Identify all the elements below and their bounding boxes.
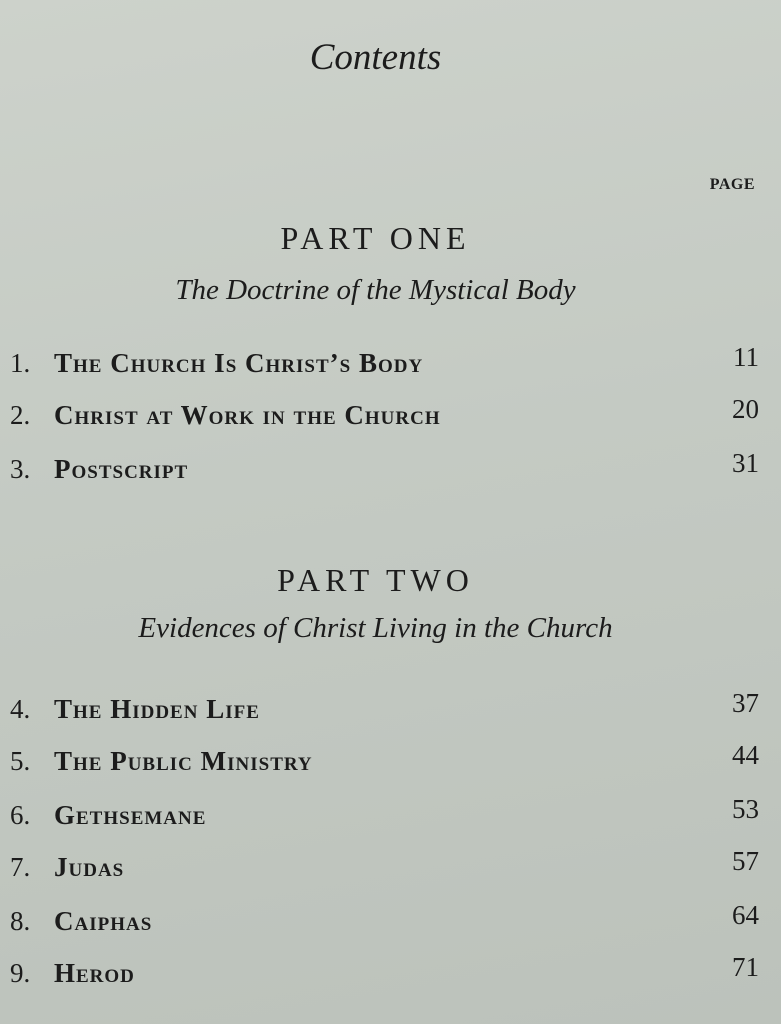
entry-number: 9. (10, 958, 31, 988)
entry-number: 6. (10, 800, 31, 830)
entry-number: 4. (10, 694, 31, 724)
entry-number: 5. (10, 746, 31, 776)
toc-entry-5[interactable] (10, 740, 759, 786)
entry-page: 31 (732, 448, 759, 478)
part-one-subtitle: The Doctrine of the Mystical Body (175, 274, 576, 306)
entry-number: 1. (10, 348, 31, 378)
toc-entry-2[interactable] (10, 394, 759, 440)
entry-title: Herod (54, 958, 135, 988)
toc-entry-9[interactable] (10, 952, 759, 998)
entry-number: 2. (10, 400, 31, 430)
entry-title: Judas (54, 852, 125, 882)
entry-title: The Church Is Christ’s Body (54, 348, 424, 378)
entry-title: Christ at Work in the Church (54, 400, 441, 430)
entry-title: The Hidden Life (54, 694, 260, 724)
entry-page: 11 (733, 342, 759, 372)
entry-page: 44 (732, 740, 759, 770)
entry-number: 3. (10, 454, 31, 484)
toc-entry-3[interactable] (10, 448, 759, 494)
entry-page: 71 (732, 952, 759, 982)
entry-number: 7. (10, 852, 31, 882)
entry-page: 64 (732, 900, 759, 930)
part-two-subtitle: Evidences of Christ Living in the Church (138, 612, 613, 644)
page-column-label: PAGE (709, 176, 755, 193)
part-one-heading: PART ONE (280, 220, 471, 256)
toc-entry-1[interactable] (10, 342, 759, 388)
toc-entry-6[interactable] (10, 794, 759, 840)
entry-page: 20 (732, 394, 759, 424)
entry-number: 8. (10, 906, 31, 936)
part-two-heading: PART TWO (277, 562, 474, 598)
entry-title: Gethsemane (54, 800, 207, 830)
toc-entry-7[interactable] (10, 846, 759, 892)
entry-title: Postscript (54, 454, 189, 484)
entry-title: The Public Ministry (54, 746, 313, 776)
entry-page: 37 (732, 688, 759, 718)
entry-title: Caiphas (54, 906, 153, 936)
toc-entry-8[interactable] (10, 900, 759, 946)
toc-entry-4[interactable] (10, 688, 759, 734)
page-title: Contents (309, 37, 442, 78)
entry-page: 53 (732, 794, 759, 824)
entry-page: 57 (732, 846, 759, 876)
